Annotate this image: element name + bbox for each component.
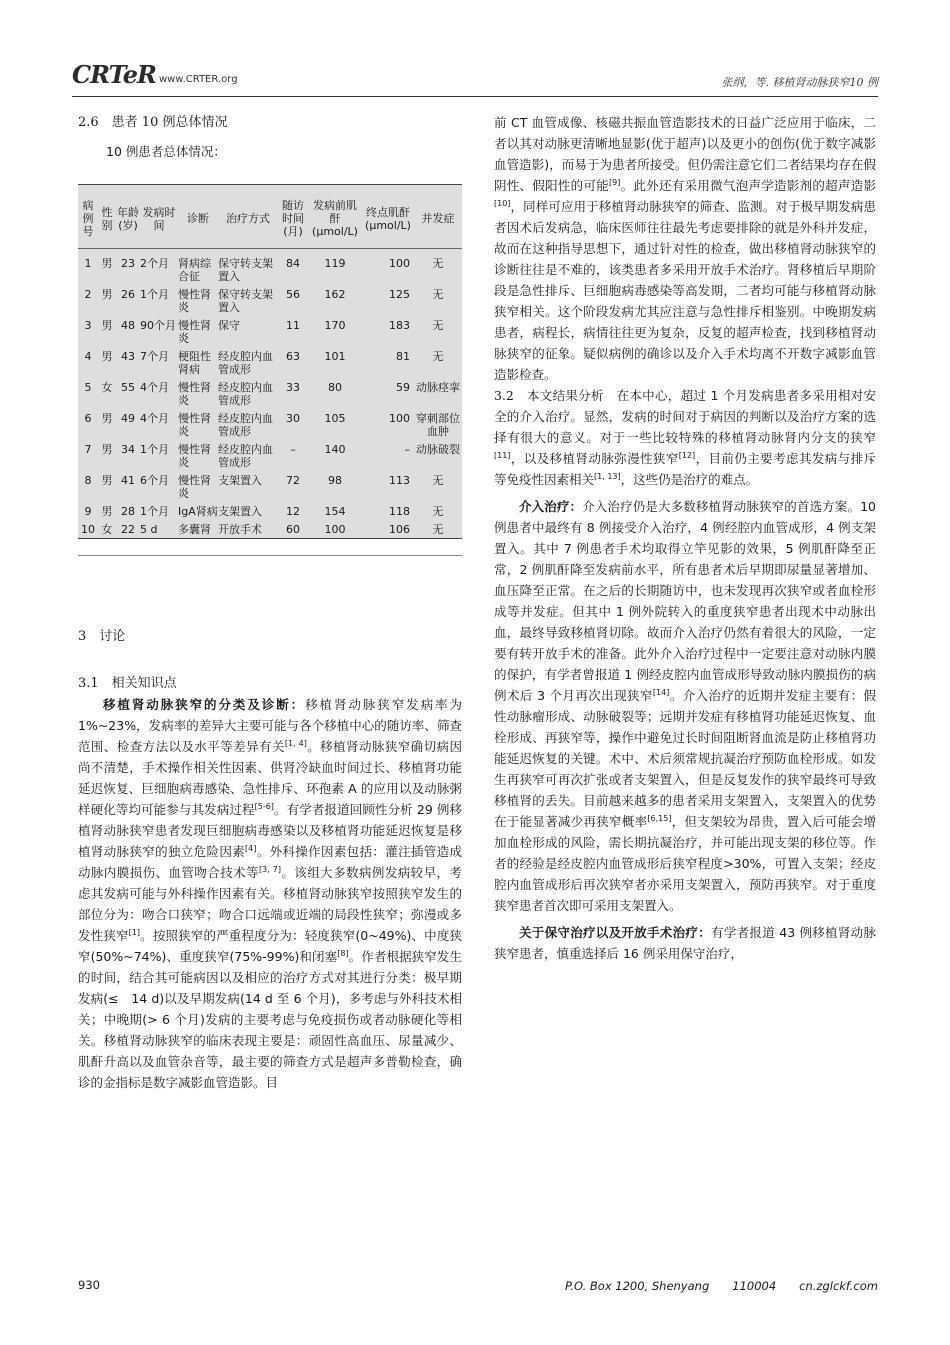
table-cell: 49 xyxy=(121,412,135,425)
table-header-cell: 病例号 xyxy=(78,185,98,249)
table-cell: 59 xyxy=(396,381,410,394)
text-run: 。此外还有采用微气泡声学造影剂的超声造影 xyxy=(620,178,876,193)
table-cell: 无 xyxy=(432,257,444,270)
table-header-cell: 发病时间 xyxy=(140,185,178,249)
paragraph-results xyxy=(494,385,876,490)
table-cell: 支架置入 xyxy=(218,474,262,487)
table-cell: 34 xyxy=(121,443,135,456)
table-cell: 4个月 xyxy=(140,381,169,394)
table-row xyxy=(78,316,462,347)
logo-text: CRTeR xyxy=(72,60,156,89)
table-cell: 支架置入 xyxy=(218,505,262,518)
table-cell: 保守转支架置入 xyxy=(218,288,273,314)
journal-logo xyxy=(72,58,238,90)
text-run: 。外科操作因素包括：灌注插管造成动脉内膜损伤、血管吻合技术等 xyxy=(78,844,462,880)
table-cell: 无 xyxy=(432,350,444,363)
table-header-cell: 发病前肌酐(μmol/L) xyxy=(308,185,362,249)
table-row xyxy=(78,440,462,471)
table-cell: 4 xyxy=(84,350,92,363)
table-cell: 穿刺部位血肿 xyxy=(416,412,460,438)
text-run: 。介入治疗的近期并发症主要有：假性动脉瘤形成、动脉破裂等；远期并发症有移植肾功能延迟恢复、血栓形成、再狭窄等，操作中避免过长时间阻断肾血流是防止移植肾功能延迟恢复的关键。术中、术后须常规抗凝治疗预防血栓形成。如发生再狭窄可再次扩张或者支架置入，但是反复发作的狭窄最终可导致移植肾的丢失。目前越来越多的患者采用支架置入，支架置入的优势在于能显著减少再狭窄概率 xyxy=(494,688,876,829)
text-run: 。作者根据狭窄发生的时间，结合其可能病因以及相应的治疗方式对其进行分类：极早期发病(≤ 14 d)以及早期发病(14 d 至 6 个月)，多考虑与外科技术相关；中晚期(> 6 个月)发病的主要考虑与免疫损伤或者动脉硬化等相关。移植肾动脉狭窄的临床表现主要是：顽固性高血压、尿量减少、肌酐升高以及血管杂音等，最主要的筛查方式是超声多普勒检查，确诊的金指标是数字减影血管造影。目 xyxy=(78,949,462,1090)
lead-text: 关于保守治疗以及开放手术治疗： xyxy=(519,925,712,940)
logo-site: www.CRTER.org xyxy=(158,74,238,85)
citation: [1, 13] xyxy=(594,471,621,481)
table-header-cell: 年龄(岁) xyxy=(116,185,140,249)
table-row xyxy=(78,347,462,378)
table-cell: 100 xyxy=(389,412,410,425)
discussion-section xyxy=(78,626,462,1093)
table-header-cell: 治疗方式 xyxy=(218,185,278,249)
table-cell: 肾病综合征 xyxy=(178,257,211,283)
table-row xyxy=(78,502,462,520)
table-cell: 无 xyxy=(432,523,444,536)
table-cell: 118 xyxy=(389,505,410,518)
section-3-heading: 3 讨论 xyxy=(78,629,126,644)
table-cell: 101 xyxy=(324,350,346,363)
table-cell: 33 xyxy=(286,381,300,394)
table-row xyxy=(78,471,462,502)
patient-table xyxy=(78,185,462,538)
paragraph-conservative xyxy=(494,922,876,964)
table-cell: 84 xyxy=(286,257,300,270)
table-row xyxy=(78,285,462,316)
table-cell: IgA肾病 xyxy=(178,505,218,518)
table-cell: 12 xyxy=(286,505,300,518)
table-cell: 100 xyxy=(324,523,346,536)
citation: [1] xyxy=(128,927,140,937)
table-cell: 1个月 xyxy=(140,443,169,456)
table-cell: 女 xyxy=(101,523,113,536)
table-cell: – xyxy=(404,443,410,456)
table-header-cell: 随访时间(月) xyxy=(278,185,308,249)
table-cell: 119 xyxy=(324,257,346,270)
table-cell: 5 d xyxy=(140,523,158,536)
table-cell: 3 xyxy=(84,319,92,332)
table-cell: 11 xyxy=(286,319,300,332)
table-row xyxy=(78,520,462,538)
citation: [14] xyxy=(652,687,670,697)
citation: [1, 4] xyxy=(284,738,307,748)
table-cell: 动脉痉挛 xyxy=(416,381,460,394)
table-cell: 30 xyxy=(286,412,300,425)
text-run: ，这些仍是治疗的难点。 xyxy=(620,472,759,487)
table-header-cell: 终点肌酐(μmol/L) xyxy=(362,185,414,249)
table-cell: 106 xyxy=(389,523,410,536)
table-cell: 女 xyxy=(101,381,113,394)
paragraph-imaging xyxy=(494,112,876,385)
table-header-row xyxy=(78,185,462,249)
section-3-1-heading: 3.1 相关知识点 xyxy=(78,676,177,691)
table-cell: 无 xyxy=(432,319,444,332)
table-cell: – xyxy=(290,443,296,456)
right-column xyxy=(494,112,876,964)
table-body xyxy=(78,249,462,539)
table-cell: 经皮腔内血管成形 xyxy=(218,412,273,438)
table-cell: 22 xyxy=(121,523,135,536)
table-divider xyxy=(78,555,462,556)
table-cell: 81 xyxy=(396,350,410,363)
table-cell: 23 xyxy=(121,257,135,270)
citation: [11] xyxy=(494,450,511,460)
text-run: ，目前仍主要考虑其发病与排斥等免疫性因素相关 xyxy=(494,451,876,487)
table-cell: 无 xyxy=(432,474,444,487)
table-cell: 43 xyxy=(121,350,135,363)
table-cell: 125 xyxy=(389,288,410,301)
table-cell: 慢性肾炎 xyxy=(178,381,211,407)
citation: [9] xyxy=(609,177,621,187)
table-cell: 动脉破裂 xyxy=(416,443,460,456)
table-cell: 8 xyxy=(84,474,92,487)
section-3-2-heading: 3.2 本文结果分析 xyxy=(494,388,604,403)
table-cell: 经皮腔内血管成形 xyxy=(218,443,273,469)
table-cell: 63 xyxy=(286,350,300,363)
table-row xyxy=(78,249,462,286)
table-cell: 5 xyxy=(84,381,92,394)
text-run: ，同样可应用于移植肾动脉狭窄的筛查、监测。对于极早期发病患者因术后发病急，临床医师往往最先考虑要排除的就是外科并发症，故而在这种指导思想下，通过针对性的检查，做出移植肾动脉狭窄的诊断往往是不难的，该类患者多采用开放手术治疗。肾移植后早期阶段是急性排斥、巨细胞病毒感染等高发期，二者均可能与移植肾动脉狭窄相关。这个阶段发病尤其应注意与急性排斥相鉴别。中晚期发病患者，病程长，病情往往更为复杂，反复的超声检查，找到移植肾动脉狭窄的征象。疑似病例的确诊以及介入手术均离不开数字减影血管造影检查。 xyxy=(494,199,876,382)
text-run: 移植肾动脉狭窄发病率为 1%~23%，发病率的差异大主要可能与各个移植中心的随访率、筛查范围、检查方法以及水平等差异有关 xyxy=(78,697,462,754)
table-cell: 1个月 xyxy=(140,288,169,301)
table-cell: 7 xyxy=(84,443,92,456)
table-cell: 慢性肾炎 xyxy=(178,474,211,500)
table-cell: 男 xyxy=(101,505,113,518)
table-cell: 慢性肾炎 xyxy=(178,443,211,469)
table-cell: 1 xyxy=(84,257,92,270)
table-cell: 慢性肾炎 xyxy=(178,412,211,438)
table-cell: 4个月 xyxy=(140,412,169,425)
table-cell: 72 xyxy=(286,474,300,487)
table-cell: 7个月 xyxy=(140,350,169,363)
table-cell: 183 xyxy=(389,319,410,332)
table-cell: 80 xyxy=(328,381,342,394)
page-number: 930 xyxy=(78,1278,100,1292)
table-cell: 154 xyxy=(324,505,346,518)
table-row xyxy=(78,409,462,440)
table-header-cell: 性别 xyxy=(98,185,116,249)
paragraph-diagnosis xyxy=(78,694,462,1093)
text-run: 在本中心，超过 1 个月发病患者多采用相对安全的介入治疗。显然，发病的时间对于病因的判断以及治疗方案的选择有很大的意义。对于一些比较特殊的移植肾动脉肾内分支的狭窄 xyxy=(494,388,876,445)
table-cell: 28 xyxy=(121,505,135,518)
table-cell: 26 xyxy=(121,288,135,301)
table-cell: 开放手术 xyxy=(218,523,262,536)
table-caption: 10 例患者总体情况： xyxy=(106,144,226,159)
table-cell: 41 xyxy=(121,474,135,487)
table-cell: 男 xyxy=(101,443,113,456)
table-cell: 48 xyxy=(121,319,135,332)
text-run: 介入治疗仍是大多数移植肾动脉狭窄的首选方案。10 例患者中最终有 8 例接受介入治疗，4 例经腔内血管成形，4 例支架置入。其中 7 例患者手术均取得立竿见影的效果，5 例肌酐降至正常，2 例肌酐降至发病前水平，所有患者术后早期即尿量显著增加、血压降至正常。在之后的长期随访中，也未发现再次狭窄或者血栓形成等并发症。但其中 1 例外院转入的重度狭窄患者出现术中动脉出血，最终导致移植肾切除。故而介入治疗仍然有着很大的风险，一定要有转开放手术的准备。此外介入治疗过程中一定要注意对动脉内膜的保护，有学者曾报道 1 例经皮腔内血管成形导致动脉内膜损伤的病例术后 3 个月再次出现狭窄 xyxy=(494,499,876,703)
table-cell: 60 xyxy=(286,523,300,536)
table-header-cell: 并发症 xyxy=(414,185,462,249)
table-cell: 经皮腔内血管成形 xyxy=(218,381,273,407)
table-cell: 6 xyxy=(84,412,92,425)
citation: [12] xyxy=(678,450,696,460)
citation: [4] xyxy=(245,843,257,853)
table-cell: 170 xyxy=(324,319,346,332)
table-cell: 保守转支架置入 xyxy=(218,257,273,283)
table-cell: 1个月 xyxy=(140,505,169,518)
table-cell: 98 xyxy=(328,474,342,487)
text-run: 有学者报道 43 例移植肾动脉狭窄患者，慎重选择后 16 例采用保守治疗， xyxy=(494,925,876,961)
text-run: 。该组大多数病例发病较早，考虑其发病可能与外科操作因素有关。移植肾动脉狭窄按照狭窄发生的部位分为：吻合口狭窄；吻合口远端或近端的局段性狭窄；弥漫或多发性狭窄 xyxy=(78,865,462,943)
table-cell: 梗阻性肾病 xyxy=(178,350,211,376)
table-cell: 无 xyxy=(432,288,444,301)
table-cell: 162 xyxy=(324,288,346,301)
citation: [6,15] xyxy=(647,813,672,823)
table-cell: 56 xyxy=(286,288,300,301)
table-cell: 2 xyxy=(84,288,92,301)
table-cell: 10 xyxy=(81,523,95,536)
table-cell: 6个月 xyxy=(140,474,169,487)
table-cell: 9 xyxy=(84,505,92,518)
page-header xyxy=(72,58,878,97)
patient-table-wrap xyxy=(78,184,462,556)
lead-text: 介入治疗： xyxy=(519,499,583,514)
citation: [5-6] xyxy=(254,801,274,811)
table-cell: 男 xyxy=(101,474,113,487)
paragraph-intervention xyxy=(494,496,876,916)
text-run: ，但支架较为昂贵，置入后可能会增加血栓形成的风险，需长期抗凝治疗，并可能出现支架的移位等。作者的经验是经皮腔内血管成形后狭窄程度>30%，可置入支架；经皮腔内血管成形后再次狭窄者亦采用支架置入，预防再狭窄。对于重度狭窄患者首次即可采用支架置入。 xyxy=(494,814,876,913)
table-cell: 无 xyxy=(432,505,444,518)
running-title: 张纲，等. 移植肾动脉狭窄10 例 xyxy=(721,76,878,89)
left-column xyxy=(78,112,462,162)
table-cell: 慢性肾炎 xyxy=(178,288,211,314)
citation: [3, 7] xyxy=(259,864,281,874)
table-cell: 男 xyxy=(101,412,113,425)
text-run: 。按照狭窄的严重程度分为：轻度狭窄(0~49%)、中度狭窄(50%~74%)、重度狭窄(75%-99%)和闭塞 xyxy=(78,928,462,964)
table-cell: 男 xyxy=(101,257,113,270)
table-cell: 男 xyxy=(101,319,113,332)
table-cell: 113 xyxy=(389,474,410,487)
table-cell: 90个月 xyxy=(140,319,176,332)
section-2-6-heading: 2.6 患者 10 例总体情况 xyxy=(78,115,228,130)
table-cell: 男 xyxy=(101,288,113,301)
table-cell: 经皮腔内血管成形 xyxy=(218,350,273,376)
table-cell: 140 xyxy=(324,443,346,456)
table-cell: 55 xyxy=(121,381,135,394)
table-cell: 2个月 xyxy=(140,257,169,270)
citation: [10] xyxy=(494,198,511,208)
lead-text: 移植肾动脉狭窄的分类及诊断： xyxy=(103,697,306,712)
table-cell: 105 xyxy=(324,412,346,425)
text-run: ，以及移植肾动脉弥漫性狭窄 xyxy=(510,451,679,466)
table-header-cell: 诊断 xyxy=(178,185,218,249)
citation: [8] xyxy=(337,948,349,958)
publisher-address: P.O. Box 1200, Shenyang 110004 cn.zglckf.com xyxy=(564,1279,878,1293)
table-cell: 100 xyxy=(389,257,410,270)
text-run: 。移植肾动脉狭窄确切病因尚不清楚，手术操作相关性因素、供肾冷缺血时间过长、移植肾功能延迟恢复、巨细胞病毒感染、急性排斥、环孢素 A 的应用以及动脉粥样硬化等均可能参与其发病过程 xyxy=(78,739,462,817)
text-run: 前 CT 血管成像、核磁共振血管造影技术的日益广泛应用于临床，二者以其对动脉更清晰地显影(优于超声)以及更小的创伤(优于数字减影血管造影)，而易于为患者所接受。但仍需注意它们二者结果均存在假阴性、假阳性的可能 xyxy=(494,115,876,193)
table-cell: 男 xyxy=(101,350,113,363)
text-run: 。有学者报道回顾性分析 29 例移植肾动脉狭窄患者发现巨细胞病毒感染以及移植肾功能延迟恢复是移植肾动脉狭窄的独立危险因素 xyxy=(78,802,462,859)
table-cell: 保守 xyxy=(218,319,240,332)
table-row xyxy=(78,378,462,409)
table-cell: 多囊肾 xyxy=(178,523,211,536)
table-cell: 慢性肾炎 xyxy=(178,319,211,345)
